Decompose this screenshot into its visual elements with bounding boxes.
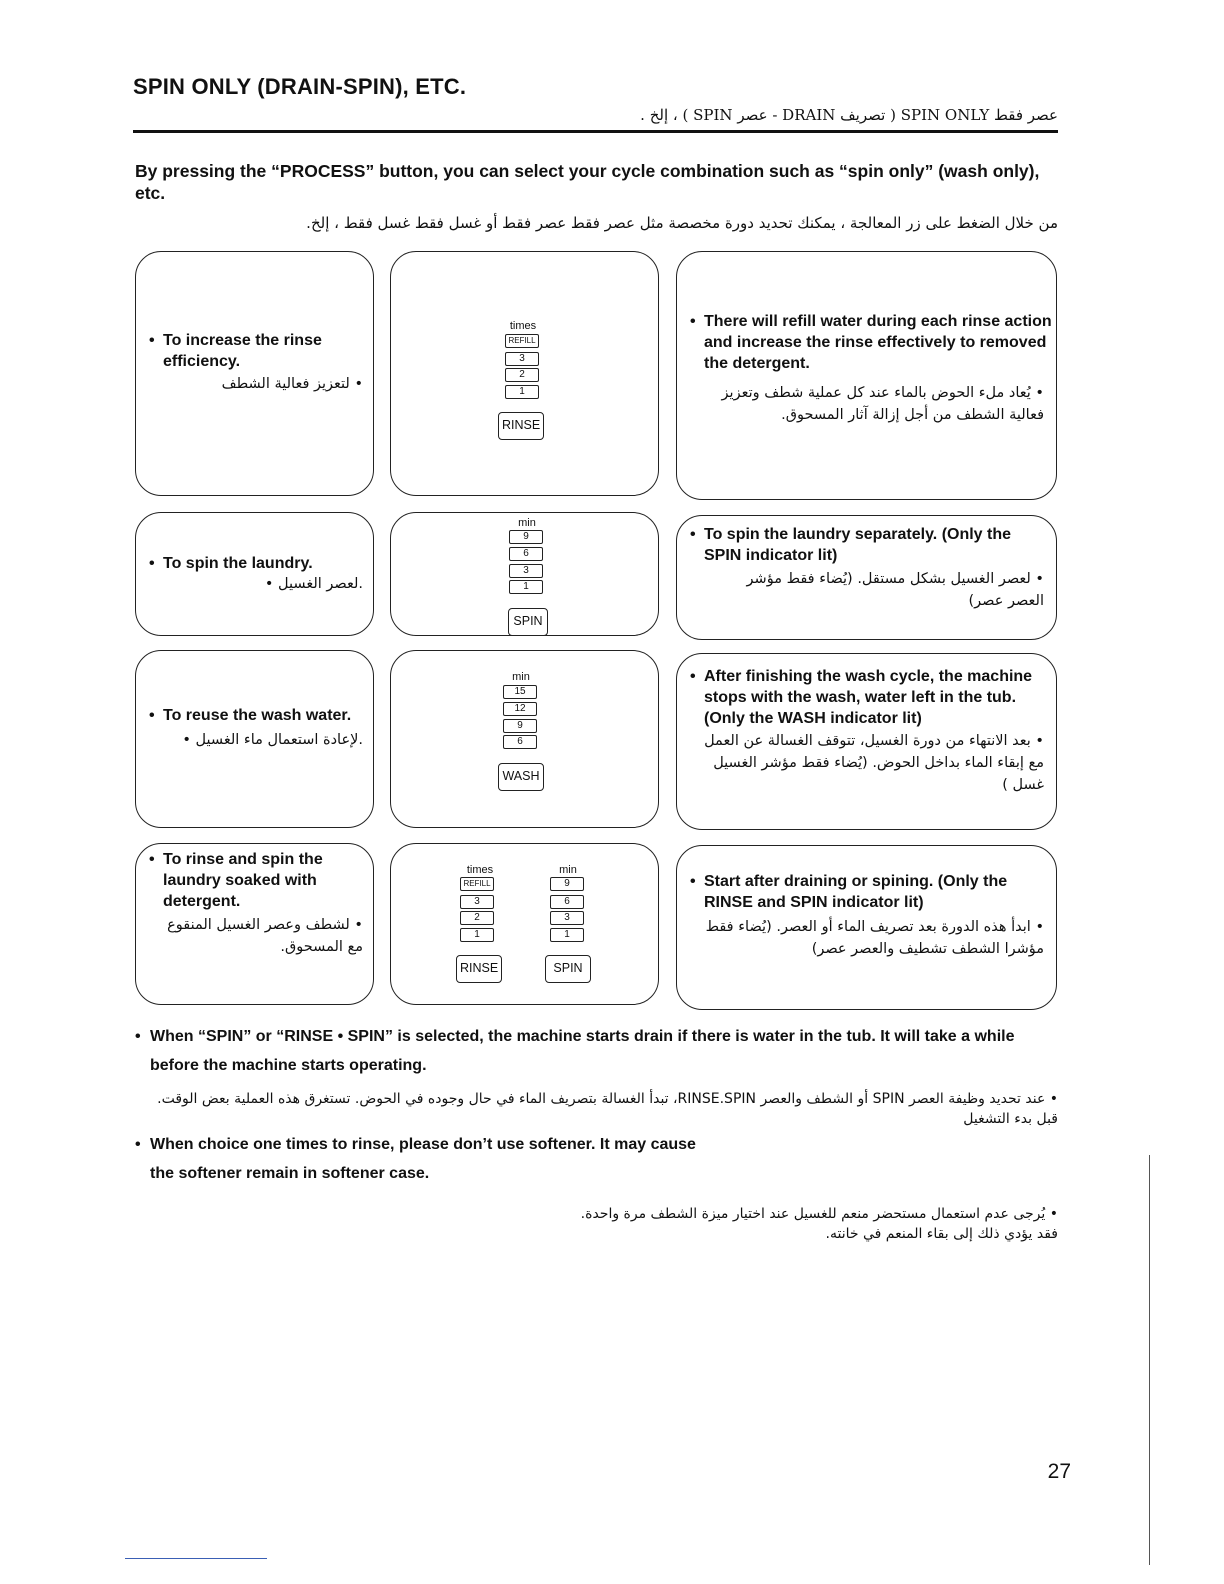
indicator-light: 3 bbox=[509, 564, 543, 578]
spin-button[interactable]: SPIN bbox=[545, 955, 591, 983]
note-softener: • When choice one times to rinse, please don’t use softener. It may cause the softener remain in softener case. bbox=[135, 1136, 696, 1182]
indicator-light: 9 bbox=[503, 719, 537, 733]
row1-left-text: • To increase the rinse efficiency. bbox=[149, 332, 322, 370]
rinse-button[interactable]: RINSE bbox=[456, 955, 502, 983]
unit-label: min bbox=[559, 864, 577, 876]
indicator-light: 1 bbox=[509, 580, 543, 594]
row4-control-panel bbox=[390, 843, 659, 1005]
page-title-arabic: عصر فقط SPIN ONLY ( تصريف DRAIN - عصر SPIN ) ، إلخ . bbox=[640, 106, 1058, 124]
spin-button[interactable]: SPIN bbox=[508, 608, 548, 636]
indicator-light: 3 bbox=[505, 352, 539, 366]
row1-control-panel bbox=[390, 251, 659, 496]
row2-right-text-arabic: • لعصر الغسيل بشكل مستقل. (يُضاء فقط مؤشر العصر عصر) bbox=[746, 571, 1044, 609]
scan-edge-line bbox=[1149, 1155, 1150, 1565]
row2-left-box bbox=[135, 512, 374, 636]
note-spin-drain: • When “SPIN” or “RINSE • SPIN” is selected, the machine starts drain if there is water in the tub. It will take a while before the machine starts operating. bbox=[135, 1028, 1015, 1074]
row4-left-text-arabic: • لشطف وعصر الغسيل المنقوع مع المسحوق. bbox=[167, 917, 363, 955]
indicator-refill: REFILL bbox=[460, 877, 494, 891]
indicator-light: 2 bbox=[460, 911, 494, 925]
page-number: 27 bbox=[1047, 1460, 1071, 1483]
row2-left-text-arabic: .لعصر الغسيل • bbox=[264, 576, 363, 592]
indicator-light: 9 bbox=[550, 877, 584, 891]
row1-right-text-arabic: • يُعاد ملء الحوض بالماء عند كل عملية شطف وتعزيز فعالية الشطف من أجل إزالة آثار المسحوق. bbox=[721, 385, 1044, 423]
row3-right-box bbox=[676, 653, 1057, 830]
indicator-light: 6 bbox=[503, 735, 537, 749]
indicator-light: 15 bbox=[503, 685, 537, 699]
row2-right-box bbox=[676, 515, 1057, 640]
row3-left-box bbox=[135, 650, 374, 828]
row4-left-text: • To rinse and spin the laundry soaked with detergent. bbox=[149, 851, 323, 910]
intro-text: By pressing the “PROCESS” button, you can select your cycle combination such as “spin only” (wash only), etc. bbox=[135, 161, 1040, 203]
indicator-light: 6 bbox=[550, 895, 584, 909]
indicator-light: 1 bbox=[460, 928, 494, 942]
row2-control-panel bbox=[390, 512, 659, 636]
unit-label: times bbox=[466, 864, 494, 876]
page-title: SPIN ONLY (DRAIN-SPIN), ETC. bbox=[133, 74, 467, 99]
row3-right-text-arabic: • بعد الانتهاء من دورة الغسيل، تتوقف الغسالة عن العمل مع إبقاء الماء بداخل الحوض. (يُضاء فقط مؤشر الغسيل غسل ) bbox=[704, 733, 1044, 793]
footer-rule bbox=[125, 1558, 267, 1559]
indicator-light: 1 bbox=[550, 928, 584, 942]
row3-left-text-arabic: .لإعادة استعمال ماء الغسيل • bbox=[182, 732, 363, 748]
row2-left-text: • To spin the laundry. bbox=[149, 555, 313, 572]
note-spin-drain-arabic: • عند تحديد وظيفة العصر SPIN أو الشطف والعصر RINSE.SPIN، تبدأ الغسالة بتصريف الماء في حال وجوده في الحوض. تستغرق هذه العملية بعض الوقت. قبل بدء التشغيل bbox=[157, 1091, 1058, 1127]
indicator-light: 12 bbox=[503, 702, 537, 716]
indicator-light: 3 bbox=[460, 895, 494, 909]
indicator-light: 6 bbox=[509, 547, 543, 561]
row4-right-text-arabic: • ابدأ هذه الدورة بعد تصريف الماء أو العصر. (يُضاء فقط مؤشرا الشطف تشطيف والعصر عصر) bbox=[705, 919, 1044, 957]
row3-control-panel bbox=[390, 650, 659, 828]
indicator-light: 1 bbox=[505, 385, 539, 399]
row1-left-box bbox=[135, 251, 374, 496]
row3-left-text: • To reuse the wash water. bbox=[149, 707, 352, 724]
indicator-light: 2 bbox=[505, 368, 539, 382]
row3-right-text: • After finishing the wash cycle, the machine stops with the wash, water left in the tub. (Only the WASH indicator lit) bbox=[690, 668, 1033, 727]
indicator-refill: REFILL bbox=[505, 334, 539, 348]
title-rule bbox=[133, 130, 1058, 133]
row4-right-text: • Start after draining or spining. (Only the RINSE and SPIN indicator lit) bbox=[690, 873, 1008, 911]
unit-label: times bbox=[509, 320, 537, 332]
row1-right-box bbox=[676, 251, 1057, 500]
unit-label: min bbox=[512, 671, 530, 683]
row4-left-box bbox=[135, 843, 374, 1005]
note-softener-arabic: • يُرجى عدم استعمال مستحضر منعم للغسيل عند اختيار ميزة الشطف مرة واحدة. فقد يؤدي ذلك إلى بقاء المنعم في خانته. bbox=[580, 1206, 1058, 1242]
indicator-light: 9 bbox=[509, 530, 543, 544]
row1-left-text-arabic: • لتعزيز فعالية الشطف bbox=[221, 376, 363, 392]
wash-button[interactable]: WASH bbox=[498, 763, 544, 791]
unit-label: min bbox=[518, 517, 536, 529]
row1-right-text: • There will refill water during each rinse action and increase the rinse effectively to removed the detergent. bbox=[690, 313, 1052, 372]
row2-right-text: • To spin the laundry separately. (Only the SPIN indicator lit) bbox=[690, 526, 1012, 564]
indicator-light: 3 bbox=[550, 911, 584, 925]
row4-right-box bbox=[676, 845, 1057, 1010]
intro-text-arabic: من خلال الضغط على زر المعالجة ، يمكنك تحديد دورة مخصصة مثل عصر فقط عصر فقط أو غسل فقط غسل فقط ، إلخ. bbox=[306, 214, 1058, 232]
rinse-button[interactable]: RINSE bbox=[498, 412, 544, 440]
